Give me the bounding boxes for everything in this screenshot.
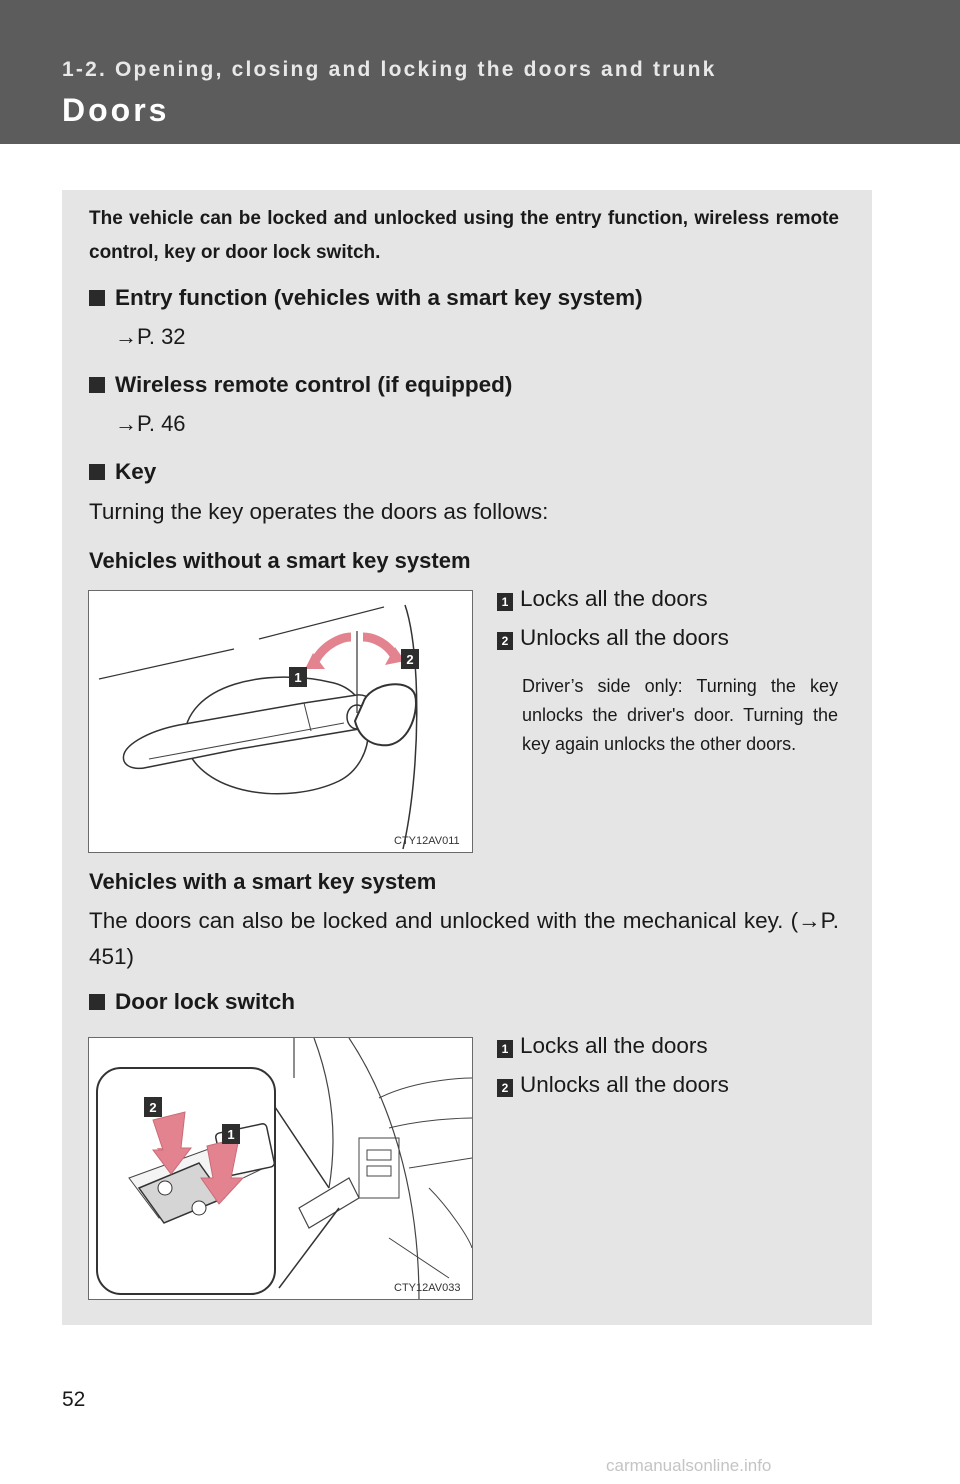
key-heading-label: Key: [115, 459, 157, 484]
square-bullet-icon: [89, 464, 105, 480]
step-lock: [497, 586, 708, 612]
remote-heading: [89, 372, 512, 398]
figure-code: CTY12AV033: [394, 1282, 461, 1294]
step-label: Locks all the doors: [520, 586, 708, 611]
square-bullet-icon: [89, 377, 105, 393]
without-smart-subheading: Vehicles without a smart key system: [89, 548, 471, 573]
callout-1-label: 1: [227, 1127, 235, 1142]
with-smart-text: The doors can also be locked and unlocked with the mechanical key. (→P. 451): [89, 908, 839, 969]
switch-step-unlock: [497, 1072, 729, 1098]
callout-2-label: 2: [406, 652, 414, 667]
key-text: Turning the key operates the doors as follows:: [89, 499, 549, 524]
step-label: Locks all the doors: [520, 1033, 708, 1058]
watermark: carmanualsonline.info: [606, 1456, 772, 1475]
section-title: 1-2. Opening, closing and locking the doors and trunk: [62, 58, 717, 81]
driver-side-note: Driver’s side only: Turning the key unlocks the driver's door. Turning the key again unlocks the other doors.: [522, 676, 838, 754]
entry-heading: [89, 285, 643, 311]
step-label: Unlocks all the doors: [520, 625, 729, 650]
step-number-badge: 2: [497, 632, 513, 650]
intro-text: The vehicle can be locked and unlocked using the entry function, wireless remote control, key or door lock switch.: [89, 208, 839, 263]
callout-1-label: 1: [294, 670, 302, 685]
square-bullet-icon: [89, 994, 105, 1010]
step-number-badge: 1: [497, 593, 513, 611]
key-heading: [89, 459, 156, 485]
entry-page-ref[interactable]: →P. 32: [115, 324, 186, 349]
door-lock-switch-figure: [88, 1037, 473, 1300]
switch-step-lock: [497, 1033, 708, 1059]
remote-heading-label: Wireless remote control (if equipped): [115, 372, 513, 397]
remote-page-ref[interactable]: →P. 46: [115, 411, 186, 436]
switch-heading: [89, 989, 295, 1015]
page-number: 52: [62, 1388, 86, 1411]
switch-heading-label: Door lock switch: [115, 989, 296, 1014]
page-title: Doors: [62, 92, 170, 128]
figure-code: CTY12AV011: [394, 835, 460, 847]
page-header: [0, 0, 960, 144]
key-cylinder-figure: [88, 590, 473, 853]
step-number-badge: 2: [497, 1079, 513, 1097]
step-number-badge: 1: [497, 1040, 513, 1058]
door-handle-illustration: [89, 591, 472, 852]
step-unlock: [497, 625, 729, 651]
square-bullet-icon: [89, 290, 105, 306]
with-smart-subheading: Vehicles with a smart key system: [89, 869, 437, 894]
step-label: Unlocks all the doors: [520, 1072, 729, 1097]
door-lock-switch-illustration: [89, 1038, 472, 1299]
callout-2-label: 2: [149, 1100, 157, 1115]
entry-heading-label: Entry function (vehicles with a smart key system): [115, 285, 643, 310]
